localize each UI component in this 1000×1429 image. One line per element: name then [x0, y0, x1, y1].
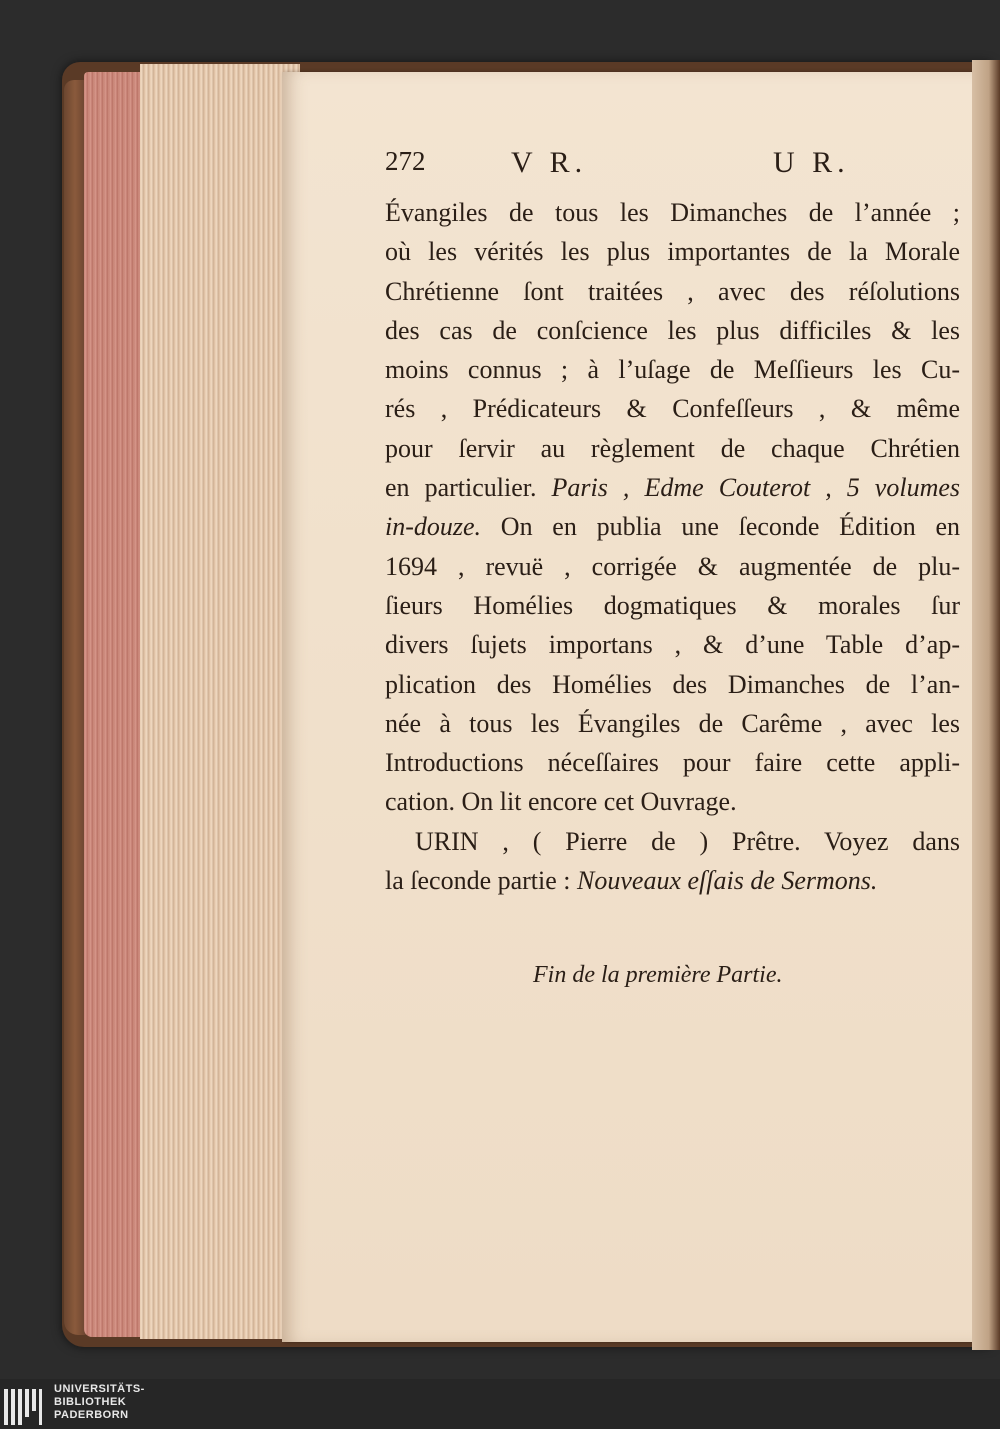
text-line: née à tous les Évangiles de Carême , avec les — [385, 708, 960, 738]
text-line: pour ſervir au règlement de chaque Chrétien — [385, 433, 960, 463]
text-line: Évangiles de tous les Dimanches de l’année ; — [385, 198, 960, 227]
header-left: V R. — [511, 146, 588, 179]
logo-line: BIBLIOTHEK — [54, 1396, 127, 1408]
body-text — [385, 193, 960, 900]
header-right: U R. — [773, 146, 850, 179]
text-line: Chrétienne ſont traitées , avec des réſolutions — [385, 276, 960, 306]
text-line: des cas de conſcience les plus difficiles & les — [385, 315, 960, 345]
text-line: plication des Homélies des Dimanches de l’an- — [385, 669, 960, 699]
text-segment: la ſeconde partie : — [385, 866, 571, 896]
text-line: où les vérités les plus importantes de la Morale — [385, 237, 960, 267]
text-line: cation. On lit encore cet Ouvrage. — [385, 787, 737, 817]
italic-title: Nouveaux eſſais de Sermons. — [577, 866, 878, 896]
library-logo-text — [54, 1383, 145, 1422]
text-line: ſieurs Homélies dogmatiques & morales ſur — [385, 590, 960, 620]
red-page-edges — [84, 72, 144, 1337]
text-line — [385, 861, 960, 900]
italic-imprint: Paris , Edme Couterot , 5 volumes — [551, 473, 960, 503]
text-segment: en particulier. — [385, 473, 537, 503]
text-line — [385, 507, 960, 546]
library-footer — [0, 1379, 1000, 1429]
logo-line: PADERBORN — [54, 1409, 129, 1421]
italic-format: in-douze. — [385, 512, 482, 542]
text-line: moins connus ; à l’uſage de Meſſieurs les Cu- — [385, 355, 960, 385]
closing-line: Fin de la première Partie. — [533, 962, 783, 988]
text-line: divers ſujets importans , & d’une Table d’ap- — [385, 630, 960, 660]
entry-heading-line: URIN , ( Pierre de ) Prêtre. Voyez dans — [415, 826, 960, 856]
logo-line: UNIVERSITÄTS- — [54, 1383, 145, 1395]
text-segment: On en publia une ſeconde Édition en — [500, 512, 961, 542]
page-number: 272 — [385, 146, 426, 176]
text-line: 1694 , revuë , corrigée & augmentée de plu- — [385, 551, 960, 581]
page-stack — [140, 64, 300, 1339]
text-line: rés , Prédicateurs & Confeſſeurs , & même — [385, 394, 960, 424]
library-logo-icon — [2, 1383, 46, 1427]
book-spine — [64, 80, 86, 1335]
text-line — [385, 468, 960, 507]
running-header — [385, 140, 960, 188]
text-line: Introductions néceſſaires pour faire cette appli- — [385, 748, 960, 778]
page-gutter — [972, 60, 1000, 1350]
